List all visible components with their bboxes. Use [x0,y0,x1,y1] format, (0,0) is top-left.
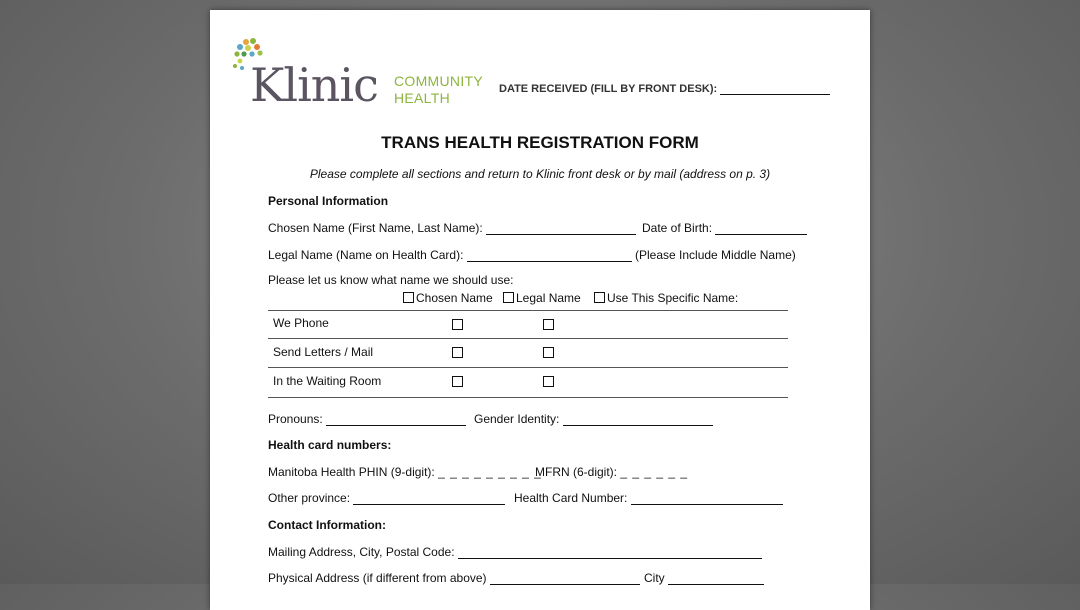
mail-legal-checkbox[interactable] [543,347,554,358]
date-received-blank[interactable] [720,94,830,95]
phin-blanks[interactable]: _ _ _ _ _ _ _ _ _ [438,465,542,479]
form-instructions: Please complete all sections and return to Klinic front desk or by mail (address on p. 3) [309,167,771,181]
health-card-number-label: Health Card Number: [514,491,628,505]
mailing-address-row [268,545,762,559]
option-label: Legal Name [516,291,581,305]
phin-label: Manitoba Health PHIN (9-digit): [268,465,435,479]
gender-identity-label: Gender Identity: [474,412,560,426]
checkbox[interactable] [503,292,514,303]
waiting-room-legal-checkbox[interactable] [543,376,554,387]
pronouns-blank[interactable] [326,425,466,426]
logo-health-text: HEALTH [394,90,450,106]
city-row [644,571,764,585]
mfrn-row [535,465,688,479]
dob-row [642,221,807,235]
phin-row [268,465,542,479]
mail-chosen-checkbox[interactable] [452,347,463,358]
option-label: Use This Specific Name: [607,291,739,305]
phone-chosen-checkbox[interactable] [452,319,463,330]
mailing-address-blank[interactable] [458,558,762,559]
table-divider [268,367,788,368]
checkbox[interactable] [594,292,605,303]
other-province-row [268,491,505,505]
form-page [210,10,870,610]
waiting-room-chosen-checkbox[interactable] [452,376,463,387]
dob-blank[interactable] [715,234,807,235]
option-specific-name [594,291,738,305]
physical-address-row [268,571,640,585]
physical-address-label: Physical Address (if different from above) [268,571,487,585]
chosen-name-label: Chosen Name (First Name, Last Name): [268,221,483,235]
chosen-name-row [268,221,636,235]
klinic-logo-text: Klinic [250,58,378,112]
date-received-field [499,83,830,95]
checkbox[interactable] [403,292,414,303]
option-legal-name [503,291,581,305]
pronouns-row [268,412,466,426]
chosen-name-blank[interactable] [486,234,636,235]
middle-name-note: (Please Include Middle Name) [635,248,796,262]
legal-name-blank[interactable] [467,261,632,262]
table-divider [268,310,788,311]
dob-label: Date of Birth: [642,221,713,235]
gender-identity-blank[interactable] [563,425,713,426]
option-label: Chosen Name [416,291,493,305]
row-label-mail: Send Letters / Mail [273,345,374,359]
city-label: City [644,571,665,585]
option-chosen-name [403,291,493,305]
row-label-waiting-room: In the Waiting Room [273,374,382,388]
health-card-number-row [514,491,783,505]
mfrn-label: MFRN (6-digit): [535,465,618,479]
gender-identity-row [474,412,713,426]
table-divider [268,338,788,339]
contact-info-heading: Contact Information: [268,518,386,532]
table-divider [268,397,788,398]
health-card-number-blank[interactable] [631,504,783,505]
other-province-label: Other province: [268,491,351,505]
phone-legal-checkbox[interactable] [543,319,554,330]
logo-community-text: COMMUNITY [394,73,484,89]
personal-info-heading: Personal Information [268,194,389,208]
date-received-label: DATE RECEIVED (FILL BY FRONT DESK): [499,83,718,95]
city-blank[interactable] [668,584,764,585]
form-title: TRANS HEALTH REGISTRATION FORM [381,133,699,152]
pronouns-label: Pronouns: [268,412,323,426]
legal-name-label: Legal Name (Name on Health Card): [268,248,464,262]
health-card-heading: Health card numbers: [268,438,392,452]
mfrn-blanks[interactable]: _ _ _ _ _ _ [620,465,689,479]
mailing-address-label: Mailing Address, City, Postal Code: [268,545,455,559]
physical-address-blank[interactable] [490,584,640,585]
row-label-phone: We Phone [273,316,329,330]
name-use-prompt: Please let us know what name we should use: [268,273,514,287]
other-province-blank[interactable] [353,504,505,505]
legal-name-row [268,248,632,262]
